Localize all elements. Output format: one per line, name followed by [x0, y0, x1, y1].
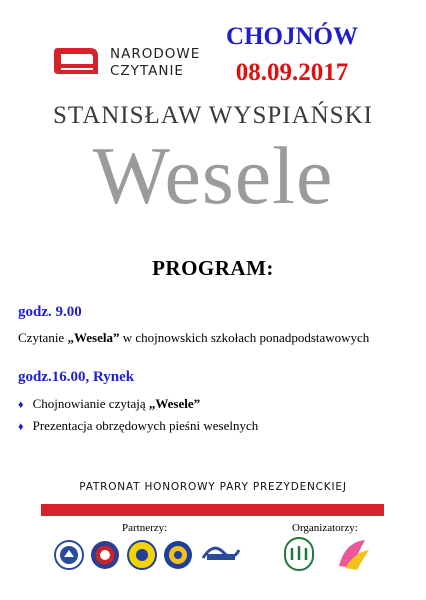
diamond-bullet-icon: ♦ [18, 399, 24, 411]
item2-text: Prezentacja obrzędowych pieśni weselnych [32, 418, 259, 433]
program-item-1 [18, 396, 200, 412]
program-heading: PROGRAM: [152, 256, 274, 280]
logo-line2: CZYTANIE [110, 63, 184, 79]
section1-bold: „Wesela” [67, 330, 120, 345]
patronage-text: PATRONAT HONOROWY PARY PREZYDENCKIEJ [79, 481, 347, 493]
school-emblem-icon [127, 540, 157, 570]
school-emblem-icon [54, 540, 84, 570]
author-name: STANISŁAW WYSPIAŃSKI [53, 102, 373, 129]
logo-text [110, 46, 200, 80]
section1-title: godz. 9.00 [18, 304, 82, 320]
library-logo-icon [201, 540, 241, 564]
culture-center-logo-icon [283, 536, 315, 572]
diamond-bullet-icon: ♦ [18, 421, 24, 433]
section1-description [18, 330, 369, 346]
event-city: CHOJNÓW [226, 23, 358, 50]
section1-post: w chojnowskich szkołach ponadpodstawowych [119, 330, 370, 345]
work-title: Wesele [92, 130, 334, 221]
logo-line1: NARODOWE [110, 46, 201, 62]
partners-label: Partnerzy: [122, 522, 168, 534]
school-emblem-icon [163, 540, 193, 570]
program-item-2 [18, 418, 258, 434]
school-emblem-icon [90, 540, 120, 570]
event-date: 08.09.2017 [235, 59, 349, 86]
section1-pre: Czytanie [18, 330, 68, 345]
library-logo-icon [335, 536, 371, 574]
open-book-icon [52, 44, 100, 78]
patronage-bar [41, 504, 384, 516]
organizers-label: Organizatorzy: [292, 522, 358, 534]
section2-title: godz.16.00, Rynek [18, 369, 135, 385]
item1-bold: „Wesele” [148, 396, 201, 411]
item1-pre: Chojnowianie czytają [32, 396, 149, 411]
